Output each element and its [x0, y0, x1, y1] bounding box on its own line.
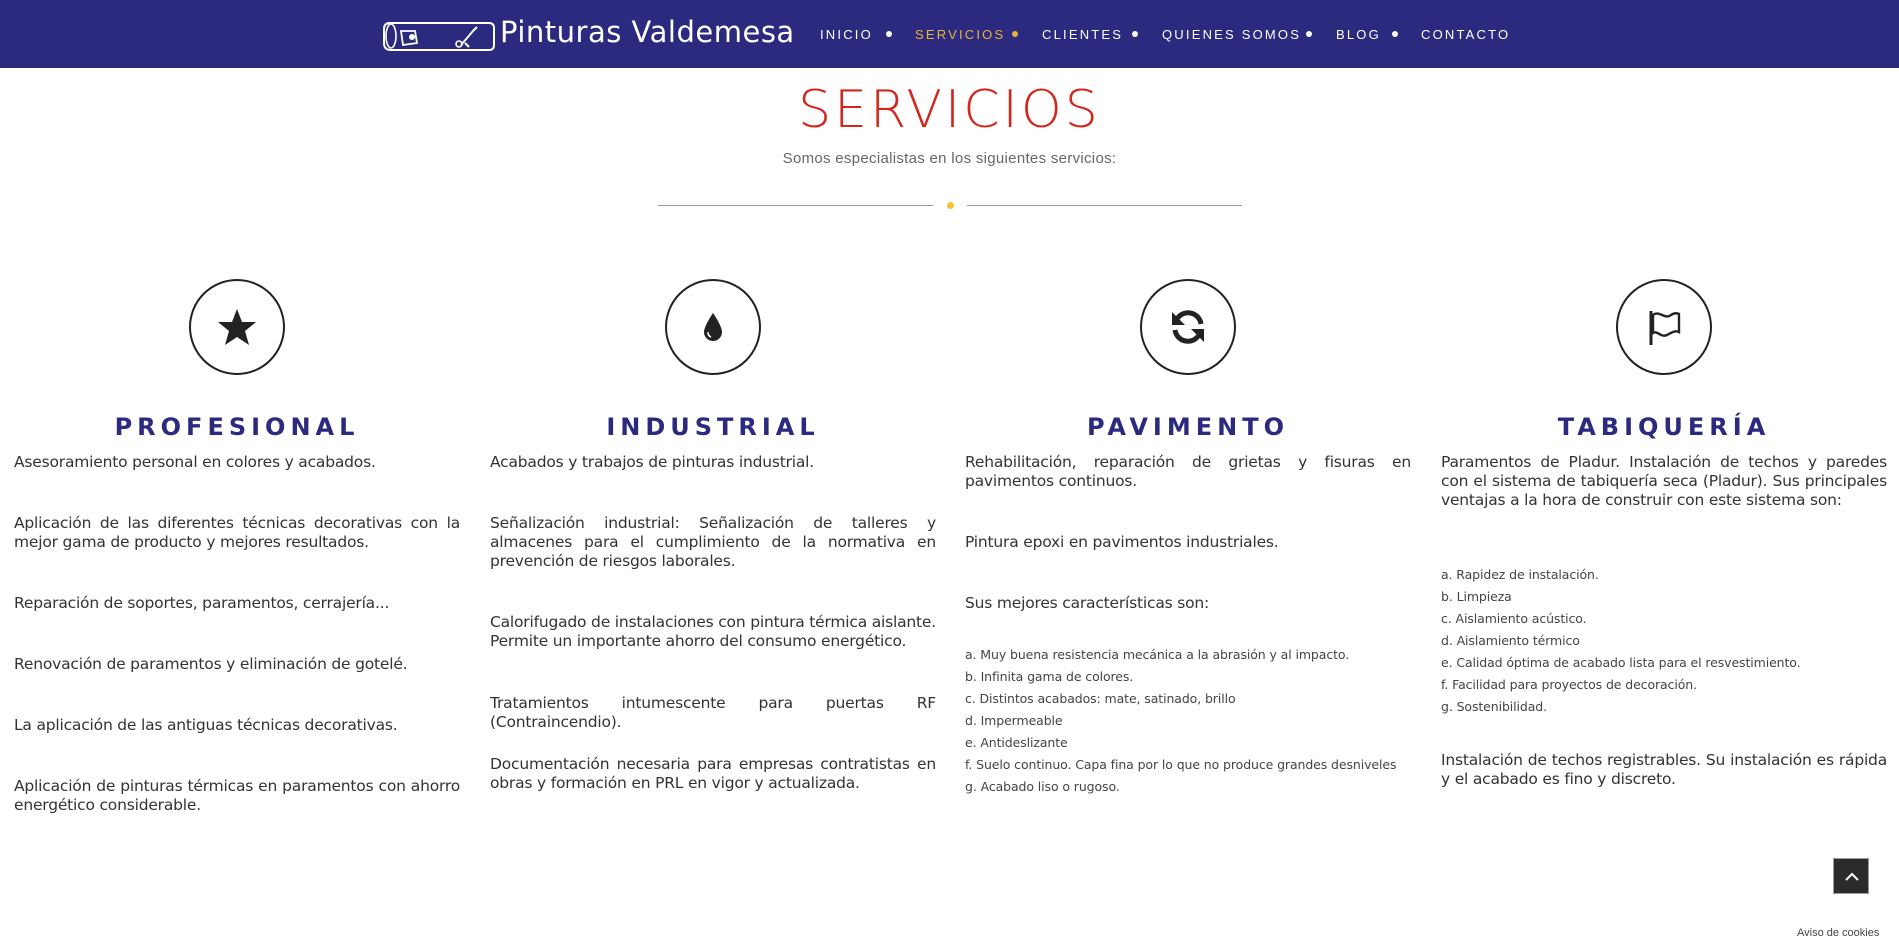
service-paragraph: Aplicación de las diferentes técnicas decorativas con la mejor gama de producto y mejores resultados. — [14, 514, 460, 551]
list-item: c. Aislamiento acústico. — [1441, 611, 1587, 626]
service-icon-circle — [665, 279, 761, 375]
service-icon-circle — [189, 279, 285, 375]
service-paragraph: Paramentos de Pladur. Instalación de techos y paredes con el sistema de tabiquería seca (Pladur). Sus principales ventajas a la hora de construir con este sistema son: — [1441, 453, 1887, 509]
nav-separator-dot — [886, 31, 892, 37]
page-title: SERVICIOS — [798, 80, 1101, 140]
features-list — [965, 644, 1411, 798]
divider-right — [967, 205, 1242, 206]
service-paragraph: Pintura epoxi en pavimentos industriales. — [965, 533, 1279, 551]
logo-icon[interactable] — [381, 19, 497, 53]
service-heading-profesional: PROFESIONAL — [114, 413, 360, 441]
service-paragraph: Sus mejores características son: — [965, 594, 1210, 612]
service-paragraph: Calorifugado de instalaciones con pintura térmica aislante. Permite un importante ahorro del consumo energético. — [490, 613, 936, 650]
list-item: g. Acabado liso o rugoso. — [965, 779, 1120, 794]
service-paragraph: Renovación de paramentos y eliminación de gotelé. — [14, 655, 408, 673]
divider-dot — [947, 202, 954, 209]
service-paragraph: Documentación necesaria para empresas contratistas en obras y formación en PRL en vigor y actualizada. — [490, 755, 936, 792]
page-subtitle: Somos especialistas en los siguientes servicios: — [782, 150, 1117, 167]
list-item: d. Aislamiento térmico — [1441, 633, 1580, 648]
star-icon — [217, 307, 257, 347]
cookie-notice-link[interactable]: Aviso de cookies — [1797, 927, 1880, 939]
service-paragraph: Asesoramiento personal en colores y acabados. — [14, 453, 376, 471]
list-item: f. Suelo continuo. Capa fina por lo que no produce grandes desniveles — [965, 757, 1397, 772]
service-heading-pavimento: PAVIMENTO — [1087, 413, 1289, 441]
list-item: c. Distintos acabados: mate, satinado, brillo — [965, 691, 1236, 706]
nav-separator-dot — [1012, 31, 1018, 37]
nav-separator-dot — [1392, 31, 1398, 37]
nav-separator-dot — [1306, 31, 1312, 37]
service-paragraph: Aplicación de pinturas térmicas en paramentos con ahorro energético considerable. — [14, 777, 460, 814]
nav-quienes-somos[interactable]: QUIENES SOMOS — [1162, 27, 1302, 42]
service-icon-circle — [1140, 279, 1236, 375]
drop-icon — [693, 307, 733, 347]
service-heading-tabiqueria: TABIQUERÍA — [1557, 413, 1771, 441]
list-item: b. Limpieza — [1441, 589, 1512, 604]
advantages-list — [1441, 564, 1887, 718]
nav-inicio[interactable]: INICIO — [820, 27, 873, 42]
service-icon-circle — [1616, 279, 1712, 375]
nav-contacto[interactable]: CONTACTO — [1421, 27, 1511, 42]
list-item: a. Muy buena resistencia mecánica a la abrasión y al impacto. — [965, 647, 1350, 662]
divider-left — [658, 205, 933, 206]
nav-blog[interactable]: BLOG — [1336, 27, 1381, 42]
service-paragraph: Señalización industrial: Señalización de talleres y almacenes para el cumplimiento de la normativa en prevención de riesgos laborales. — [490, 514, 936, 570]
list-item: e. Calidad óptima de acabado lista para el resvestimiento. — [1441, 655, 1801, 670]
service-paragraph: Instalación de techos registrables. Su instalación es rápida y el acabado es fino y discreto. — [1441, 751, 1887, 788]
service-paragraph: Acabados y trabajos de pinturas industrial. — [490, 453, 814, 471]
service-paragraph: La aplicación de las antiguas técnicas decorativas. — [14, 716, 398, 734]
list-item: d. Impermeable — [965, 713, 1063, 728]
refresh-icon — [1168, 307, 1208, 347]
list-item: a. Rapidez de instalación. — [1441, 567, 1599, 582]
chevron-up-icon — [1844, 869, 1860, 885]
nav-servicios[interactable]: SERVICIOS — [915, 27, 1006, 42]
list-item: e. Antideslizante — [965, 735, 1068, 750]
list-item: f. Facilidad para proyectos de decoración. — [1441, 677, 1697, 692]
scroll-to-top-button[interactable] — [1833, 858, 1869, 894]
service-heading-industrial: INDUSTRIAL — [606, 413, 820, 441]
list-item: b. Infinita gama de colores. — [965, 669, 1134, 684]
nav-clientes[interactable]: CLIENTES — [1042, 27, 1124, 42]
list-item: g. Sostenibilidad. — [1441, 699, 1548, 714]
service-paragraph: Rehabilitación, reparación de grietas y fisuras en pavimentos continuos. — [965, 453, 1411, 490]
brand-name[interactable]: Pinturas Valdemesa — [500, 15, 795, 49]
top-navbar — [0, 0, 1899, 68]
flag-icon — [1644, 307, 1684, 347]
service-paragraph: Reparación de soportes, paramentos, cerrajería... — [14, 594, 390, 612]
service-paragraph: Tratamientos intumescente para puertas RF (Contraincendio). — [490, 694, 936, 731]
nav-separator-dot — [1132, 31, 1138, 37]
